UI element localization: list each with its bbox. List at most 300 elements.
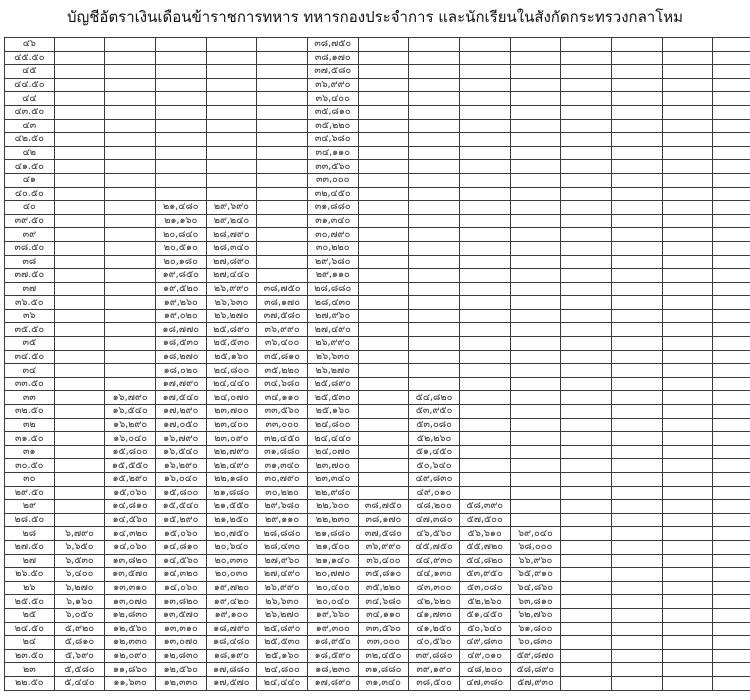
salary-cell <box>54 432 105 446</box>
salary-cell <box>105 337 156 351</box>
salary-cell <box>611 309 662 323</box>
salary-cell: ๒๕,๕๓๐ <box>307 391 358 405</box>
salary-cell: ๑๗,๗๙๐ <box>155 377 206 391</box>
salary-cell: ๑๑,๖๓๐ <box>105 676 156 690</box>
salary-cell: ๑๘,๗๗๐ <box>155 323 206 337</box>
salary-cell <box>510 269 561 283</box>
salary-cell <box>409 51 460 65</box>
salary-cell: ๒๘,๓๔๐ <box>206 241 257 255</box>
salary-cell: ๑๒,๓๓๐ <box>155 676 206 690</box>
salary-cell <box>611 119 662 133</box>
salary-cell <box>358 228 409 242</box>
salary-cell: ๒๔,๘๐๐ <box>206 364 257 378</box>
salary-cell: ๔๔,๙๓๐ <box>409 554 460 568</box>
salary-cell: ๓๑,๘๘๐ <box>358 663 409 677</box>
salary-cell <box>358 337 409 351</box>
salary-cell: ๒๐,๕๑๐ <box>155 241 206 255</box>
salary-cell <box>409 364 460 378</box>
row-step-label: ๒๙ <box>5 500 55 514</box>
salary-cell <box>662 269 713 283</box>
salary-cell: ๑๕,๐๖๐ <box>155 527 206 541</box>
salary-cell: ๑๔,๐๖๐ <box>155 581 206 595</box>
salary-cell <box>358 214 409 228</box>
salary-cell <box>561 622 612 636</box>
salary-cell <box>257 133 308 147</box>
salary-cell <box>561 51 612 65</box>
salary-cell: ๓๘,๑๗๐ <box>358 513 409 527</box>
salary-cell <box>105 133 156 147</box>
salary-cell <box>409 65 460 79</box>
table-row <box>5 513 750 527</box>
salary-cell <box>54 119 105 133</box>
salary-cell <box>611 65 662 79</box>
salary-cell <box>459 377 510 391</box>
salary-cell <box>105 364 156 378</box>
salary-cell <box>105 187 156 201</box>
salary-cell <box>713 554 750 568</box>
salary-cell <box>459 173 510 187</box>
salary-cell: ๓๕,๘๑๐ <box>307 105 358 119</box>
salary-cell <box>510 473 561 487</box>
salary-cell <box>561 676 612 690</box>
salary-cell <box>459 241 510 255</box>
salary-cell <box>662 119 713 133</box>
salary-cell <box>662 187 713 201</box>
salary-cell <box>561 78 612 92</box>
salary-cell <box>662 405 713 419</box>
salary-cell <box>561 65 612 79</box>
table-row <box>5 540 750 554</box>
row-step-label: ๒๗ <box>5 554 55 568</box>
salary-cell: ๒๖,๒๗๐ <box>307 364 358 378</box>
salary-cell: ๑๗,๕๔๐ <box>155 391 206 405</box>
salary-cell <box>713 513 750 527</box>
salary-cell <box>662 350 713 364</box>
salary-cell <box>155 133 206 147</box>
salary-cell: ๑๒,๕๖๐ <box>155 663 206 677</box>
salary-cell <box>54 173 105 187</box>
salary-cell: ๔๔,๑๓๐ <box>409 568 460 582</box>
row-step-label: ๔๖ <box>5 38 55 52</box>
salary-cell <box>459 269 510 283</box>
salary-cell: ๔๑,๒๕๐ <box>409 622 460 636</box>
table-row <box>5 636 750 650</box>
table-row <box>5 459 750 473</box>
salary-cell: ๕๓,๙๕๐ <box>409 405 460 419</box>
salary-cell: ๓๘,๗๕๐ <box>307 38 358 52</box>
salary-cell <box>561 38 612 52</box>
salary-cell: ๑๘,๕๙๐ <box>307 649 358 663</box>
row-step-label: ๒๓.๕๐ <box>5 649 55 663</box>
salary-cell <box>713 269 750 283</box>
salary-cell <box>409 214 460 228</box>
salary-cell <box>54 296 105 310</box>
salary-cell: ๒๙,๑๑๐ <box>307 269 358 283</box>
salary-cell: ๒๐,๐๓๐ <box>206 568 257 582</box>
salary-table <box>4 37 750 691</box>
salary-cell <box>611 146 662 160</box>
salary-cell <box>611 350 662 364</box>
salary-cell <box>662 146 713 160</box>
salary-cell: ๒๐,๓๓๐ <box>206 554 257 568</box>
salary-cell: ๖๑,๘๐๐ <box>510 622 561 636</box>
salary-cell <box>713 160 750 174</box>
salary-cell <box>155 187 206 201</box>
salary-cell <box>459 160 510 174</box>
salary-cell <box>713 228 750 242</box>
salary-cell <box>611 595 662 609</box>
salary-cell <box>54 405 105 419</box>
salary-cell: ๖๔,๘๖๐ <box>510 581 561 595</box>
salary-cell <box>561 228 612 242</box>
salary-cell: ๑๗,๘๘๐ <box>206 663 257 677</box>
salary-cell: ๕,๘๑๐ <box>54 636 105 650</box>
salary-cell <box>409 92 460 106</box>
salary-cell: ๑๖,๕๔๐ <box>105 405 156 419</box>
salary-cell <box>257 38 308 52</box>
salary-cell <box>713 296 750 310</box>
salary-cell <box>257 187 308 201</box>
salary-cell <box>358 445 409 459</box>
salary-cell: ๓๘,๑๗๐ <box>307 51 358 65</box>
row-step-label: ๒๙.๕๐ <box>5 486 55 500</box>
row-step-label: ๔๓ <box>5 119 55 133</box>
salary-cell <box>510 500 561 514</box>
salary-cell: ๓๒,๔๕๐ <box>257 432 308 446</box>
salary-cell: ๖,๒๗๐ <box>54 581 105 595</box>
salary-cell <box>257 65 308 79</box>
salary-cell: ๔๑,๗๓๐ <box>409 608 460 622</box>
salary-cell: ๒๑,๑๖๐ <box>155 214 206 228</box>
salary-cell: ๓๙,๑๙๐ <box>409 663 460 677</box>
salary-cell <box>713 282 750 296</box>
salary-cell: ๑๒,๘๓๐ <box>155 649 206 663</box>
salary-cell: ๒๙,๑๑๐ <box>257 513 308 527</box>
salary-cell <box>257 146 308 160</box>
salary-cell <box>459 105 510 119</box>
salary-cell <box>358 364 409 378</box>
salary-cell: ๒๙,๖๙๐ <box>206 201 257 215</box>
salary-cell <box>358 282 409 296</box>
salary-cell <box>409 323 460 337</box>
salary-cell: ๑๖,๕๔๐ <box>155 445 206 459</box>
salary-cell: ๑๙,๗๒๐ <box>206 581 257 595</box>
salary-cell: ๑๕,๐๖๐ <box>105 486 156 500</box>
salary-cell: ๓๕,๘๑๐ <box>257 350 308 364</box>
salary-cell <box>54 500 105 514</box>
salary-cell: ๔๒,๖๒๐ <box>409 595 460 609</box>
salary-cell <box>611 554 662 568</box>
salary-cell: ๒๕,๘๙๐ <box>257 622 308 636</box>
row-step-label: ๒๔.๕๐ <box>5 622 55 636</box>
table-row <box>5 201 750 215</box>
salary-cell: ๒๖,๒๗๐ <box>206 309 257 323</box>
row-step-label: ๔๔.๕๐ <box>5 78 55 92</box>
salary-cell: ๒๐,๗๗๐ <box>307 568 358 582</box>
salary-cell <box>561 432 612 446</box>
salary-cell: ๒๕,๑๖๐ <box>307 405 358 419</box>
salary-cell <box>561 636 612 650</box>
salary-cell <box>459 459 510 473</box>
salary-cell: ๑๓,๕๗๐ <box>155 608 206 622</box>
salary-cell <box>713 608 750 622</box>
row-step-label: ๒๘ <box>5 527 55 541</box>
salary-cell: ๒๐,๖๔๐ <box>206 540 257 554</box>
salary-cell <box>409 201 460 215</box>
salary-cell <box>409 133 460 147</box>
salary-cell <box>713 391 750 405</box>
salary-cell <box>358 255 409 269</box>
salary-cell: ๑๙,๕๒๐ <box>155 282 206 296</box>
salary-cell: ๓๓,๐๐๐ <box>257 418 308 432</box>
row-step-label: ๓๗ <box>5 282 55 296</box>
salary-cell <box>105 296 156 310</box>
salary-cell: ๕,๕๘๐ <box>54 663 105 677</box>
salary-cell <box>105 377 156 391</box>
salary-cell <box>510 432 561 446</box>
salary-cell: ๓๕,๒๒๐ <box>307 119 358 133</box>
salary-cell: ๔๗,๓๘๐ <box>459 676 510 690</box>
salary-cell <box>611 160 662 174</box>
salary-cell: ๖,๕๓๐ <box>54 554 105 568</box>
salary-cell <box>561 214 612 228</box>
salary-cell <box>611 473 662 487</box>
salary-cell <box>257 241 308 255</box>
salary-cell: ๕๔,๘๒๐ <box>459 554 510 568</box>
salary-cell: ๒๓,๗๐๐ <box>206 405 257 419</box>
table-row <box>5 350 750 364</box>
salary-cell <box>54 228 105 242</box>
salary-cell <box>713 337 750 351</box>
table-row <box>5 649 750 663</box>
salary-cell: ๖๒,๗๖๐ <box>510 608 561 622</box>
salary-cell: ๒๖,๙๙๐ <box>307 337 358 351</box>
salary-cell <box>510 201 561 215</box>
salary-cell <box>257 228 308 242</box>
salary-cell: ๑๙,๒๖๐ <box>155 296 206 310</box>
salary-cell <box>358 105 409 119</box>
salary-cell: ๖,๖๕๐ <box>54 540 105 554</box>
salary-cell: ๓๖,๔๐๐ <box>307 92 358 106</box>
salary-cell: ๓๐,๒๒๐ <box>257 486 308 500</box>
salary-cell <box>561 269 612 283</box>
salary-cell: ๑๓,๘๒๐ <box>155 595 206 609</box>
table-row <box>5 445 750 459</box>
salary-cell <box>611 105 662 119</box>
table-row <box>5 486 750 500</box>
table-row <box>5 228 750 242</box>
table-row <box>5 391 750 405</box>
salary-cell <box>54 391 105 405</box>
table-row <box>5 78 750 92</box>
salary-cell <box>662 608 713 622</box>
salary-cell: ๒๙,๒๔๐ <box>206 214 257 228</box>
salary-cell: ๖๓,๘๑๐ <box>510 595 561 609</box>
salary-cell <box>206 160 257 174</box>
table-row <box>5 160 750 174</box>
salary-cell <box>662 513 713 527</box>
salary-cell <box>713 622 750 636</box>
salary-cell: ๑๘,๒๓๐ <box>307 663 358 677</box>
salary-cell <box>409 337 460 351</box>
salary-cell: ๒๑,๔๘๐ <box>155 201 206 215</box>
salary-cell: ๒๖,๖๓๐ <box>206 296 257 310</box>
salary-cell <box>713 146 750 160</box>
salary-cell: ๒๖,๙๙๐ <box>206 282 257 296</box>
salary-cell <box>662 418 713 432</box>
salary-cell <box>105 323 156 337</box>
salary-cell <box>358 65 409 79</box>
salary-cell <box>713 540 750 554</box>
salary-cell <box>54 364 105 378</box>
salary-cell <box>459 133 510 147</box>
row-step-label: ๓๙.๕๐ <box>5 214 55 228</box>
salary-cell <box>662 649 713 663</box>
salary-cell: ๑๕,๒๙๐ <box>155 513 206 527</box>
row-step-label: ๒๗.๕๐ <box>5 540 55 554</box>
salary-cell <box>257 214 308 228</box>
table-row <box>5 133 750 147</box>
salary-cell <box>257 105 308 119</box>
salary-cell <box>105 309 156 323</box>
salary-cell <box>459 38 510 52</box>
salary-cell <box>561 418 612 432</box>
salary-cell <box>510 92 561 106</box>
salary-cell <box>54 214 105 228</box>
table-row <box>5 146 750 160</box>
salary-cell: ๒๗,๙๖๐ <box>307 309 358 323</box>
salary-cell <box>662 432 713 446</box>
salary-cell <box>459 473 510 487</box>
salary-cell: ๕๑,๔๕๐ <box>409 445 460 459</box>
salary-cell: ๒๒,๖๐๐ <box>307 500 358 514</box>
salary-cell: ๒๕,๕๓๐ <box>257 636 308 650</box>
salary-cell: ๓๓,๕๖๐ <box>307 160 358 174</box>
salary-cell <box>54 459 105 473</box>
salary-cell: ๓๘,๗๕๐ <box>257 282 308 296</box>
salary-cell <box>713 663 750 677</box>
salary-cell: ๒๑,๕๐๐ <box>307 540 358 554</box>
salary-cell: ๑๔,๐๖๐ <box>105 540 156 554</box>
salary-cell: ๑๙,๓๐๐ <box>307 622 358 636</box>
salary-cell <box>105 228 156 242</box>
salary-cell <box>713 432 750 446</box>
salary-cell <box>358 486 409 500</box>
salary-cell: ๓๐,๗๙๐ <box>307 228 358 242</box>
salary-cell <box>611 500 662 514</box>
salary-cell <box>358 173 409 187</box>
salary-cell <box>561 568 612 582</box>
salary-cell <box>510 405 561 419</box>
table-row <box>5 255 750 269</box>
salary-cell <box>611 269 662 283</box>
salary-cell: ๑๓,๐๗๐ <box>105 595 156 609</box>
salary-cell <box>611 323 662 337</box>
salary-cell <box>713 187 750 201</box>
salary-cell <box>561 337 612 351</box>
salary-cell <box>54 269 105 283</box>
salary-cell <box>662 676 713 690</box>
salary-cell: ๒๐,๗๕๐ <box>206 527 257 541</box>
salary-cell <box>105 282 156 296</box>
table-row <box>5 92 750 106</box>
salary-table-body <box>5 38 750 691</box>
salary-cell <box>611 92 662 106</box>
table-row <box>5 568 750 582</box>
table-row <box>5 663 750 677</box>
salary-cell <box>561 296 612 310</box>
salary-cell: ๒๔,๘๐๐ <box>257 663 308 677</box>
salary-cell <box>459 337 510 351</box>
salary-cell <box>561 201 612 215</box>
salary-cell <box>54 146 105 160</box>
salary-cell <box>510 445 561 459</box>
salary-cell: ๓๑,๓๔๐ <box>307 214 358 228</box>
salary-cell <box>611 608 662 622</box>
salary-cell: ๑๖,๗๙๐ <box>105 391 156 405</box>
salary-cell: ๑๗,๐๕๐ <box>155 418 206 432</box>
salary-cell <box>105 350 156 364</box>
salary-cell: ๔๐,๕๖๐ <box>409 636 460 650</box>
table-row <box>5 282 750 296</box>
salary-cell: ๔๙,๐๑๐ <box>409 486 460 500</box>
salary-cell <box>510 65 561 79</box>
salary-cell: ๓๘,๕๐๐ <box>409 676 460 690</box>
salary-cell <box>561 391 612 405</box>
salary-cell <box>713 309 750 323</box>
salary-cell <box>713 649 750 663</box>
salary-cell <box>409 38 460 52</box>
table-row <box>5 405 750 419</box>
salary-cell <box>611 78 662 92</box>
salary-cell: ๓๘,๗๕๐ <box>358 500 409 514</box>
salary-cell: ๕,๖๙๐ <box>54 649 105 663</box>
salary-cell <box>561 554 612 568</box>
salary-cell <box>713 500 750 514</box>
table-row <box>5 554 750 568</box>
salary-cell <box>510 160 561 174</box>
row-step-label: ๓๘.๕๐ <box>5 241 55 255</box>
row-step-label: ๒๘.๕๐ <box>5 513 55 527</box>
salary-cell <box>54 187 105 201</box>
salary-cell <box>257 173 308 187</box>
salary-cell <box>459 78 510 92</box>
row-step-label: ๔๕ <box>5 65 55 79</box>
salary-cell <box>662 568 713 582</box>
salary-cell <box>206 119 257 133</box>
table-row <box>5 65 750 79</box>
salary-cell <box>206 78 257 92</box>
salary-cell <box>257 78 308 92</box>
salary-cell <box>54 445 105 459</box>
salary-cell: ๓๑,๓๔๐ <box>358 676 409 690</box>
salary-cell: ๖๖,๙๖๐ <box>510 554 561 568</box>
salary-cell <box>713 595 750 609</box>
salary-cell <box>713 473 750 487</box>
salary-cell <box>561 255 612 269</box>
salary-cell: ๓๔,๑๑๐ <box>358 608 409 622</box>
salary-cell: ๒๓,๔๐๐ <box>206 418 257 432</box>
salary-cell <box>662 540 713 554</box>
salary-cell <box>561 581 612 595</box>
salary-cell <box>510 187 561 201</box>
salary-cell: ๒๕,๑๖๐ <box>257 649 308 663</box>
salary-cell: ๒๔,๐๗๐ <box>206 391 257 405</box>
salary-cell: ๓๔,๖๘๐ <box>307 133 358 147</box>
salary-cell: ๒๓,๐๙๐ <box>206 432 257 446</box>
salary-cell <box>510 486 561 500</box>
salary-cell <box>459 405 510 419</box>
